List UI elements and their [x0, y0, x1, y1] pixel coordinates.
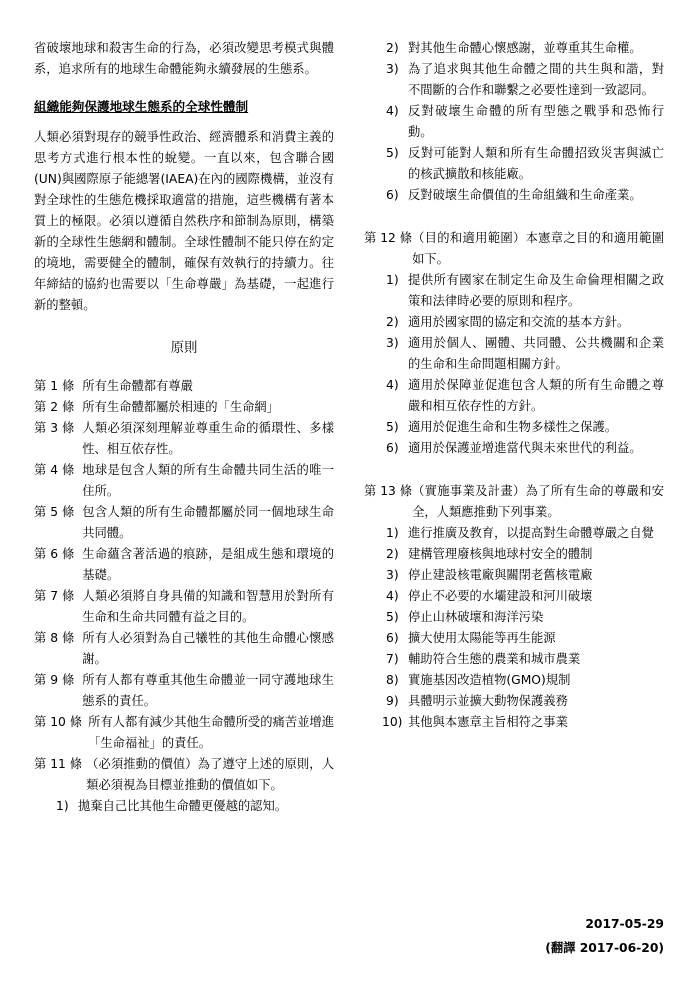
- article-label: 第 7 條: [34, 589, 75, 603]
- article-label: 第 12 條: [364, 231, 413, 245]
- article-row: [34, 460, 334, 502]
- list-item: [364, 375, 664, 417]
- list-item-text: 反對破壞生命體的所有型態之戰爭和恐怖行動。: [408, 104, 664, 139]
- list-item-text: 反對破壞生命價值的生命組織和生命產業。: [408, 188, 642, 202]
- list-item: [364, 438, 664, 459]
- article-text: 所有人必須對為自己犧牲的其他生命體心懷感謝。: [82, 631, 334, 666]
- document-footer: [545, 912, 664, 960]
- article-row: [34, 397, 334, 418]
- list-item-number: 6): [386, 188, 399, 202]
- list-item: [364, 670, 664, 691]
- article-row: [34, 754, 334, 796]
- list-item: [364, 417, 664, 438]
- list-item-number: 2): [386, 315, 399, 329]
- list-item: [34, 796, 334, 817]
- list-item-number: 1): [386, 526, 399, 540]
- list-item-number: 2): [386, 547, 399, 561]
- list-item-number: 6): [386, 441, 399, 455]
- list-item-number: 4): [386, 378, 399, 392]
- list-item: [364, 333, 664, 375]
- spacer: [34, 117, 334, 127]
- article-label: 第 10 條: [34, 715, 83, 729]
- list-item: [364, 38, 664, 59]
- article-row: [34, 502, 334, 544]
- list-item: [364, 607, 664, 628]
- article-text: 生命蘊含著活過的痕跡，是組成生態和環境的基礎。: [82, 547, 334, 582]
- list-item-number: 4): [386, 104, 399, 118]
- article-label: 第 6 條: [34, 547, 75, 561]
- list-item: [364, 59, 664, 101]
- article-label: 第 5 條: [34, 505, 75, 519]
- list-item-text: 實施基因改造植物(GMO)規制: [408, 673, 571, 687]
- list-item-number: 6): [386, 631, 399, 645]
- article-text: 地球是包含人類的所有生命體共同生活的唯一住所。: [82, 463, 334, 498]
- list-item: [364, 712, 664, 733]
- right-column: [364, 38, 664, 960]
- list-item-number: 5): [386, 420, 399, 434]
- article-row: [34, 418, 334, 460]
- article-label: 第 1 條: [34, 379, 75, 393]
- two-column-layout: [34, 38, 666, 960]
- list-item-number: 9): [386, 694, 399, 708]
- list-item-text: 建構管理廢核與地球村安全的體制: [408, 547, 593, 561]
- list-item-number: 7): [386, 652, 399, 666]
- list-item-number: 5): [386, 146, 399, 160]
- list-item-number: 8): [386, 673, 399, 687]
- list-item-text: 適用於個人、團體、共同體、公共機關和企業的生命和生命問題相關方針。: [408, 336, 664, 371]
- article-text: （目的和適用範圍）本憲章之目的和適用範圍如下。: [412, 231, 664, 266]
- spacer: [364, 206, 664, 228]
- list-item-text: 反對可能對人類和所有生命體招致災害與滅亡的核武擴散和核能廠。: [408, 146, 664, 181]
- list-item-text: 適用於促進生命和生物多樣性之保護。: [408, 420, 618, 434]
- list-item-number: 4): [386, 589, 399, 603]
- list-item: [364, 628, 664, 649]
- list-item: [364, 143, 664, 185]
- footer-translation-note: (翻譯 2017-06-20): [545, 941, 664, 955]
- section-paragraph: 人類必須對現存的競爭性政治、經濟體系和消費主義的思考方式進行根本性的蛻變。一直以來，包含聯合國(UN)與國際原子能總署(IAEA)在內的國際機構，並沒有對全球性的生態危機採取適當的措施，這些機構有著本質上的極限。必須以遵循自然秩序和節制為原則，構築新的全球性生態網和體制。全球性體制不能只停在約定的境地，需要健全的體制，確保有效執行的持續力。往年締結的協約也需要以「生命尊嚴」為基礎，一起進行新的整頓。: [34, 130, 334, 312]
- list-item: [364, 544, 664, 565]
- list-item-text: 其他與本憲章主旨相符之事業: [408, 715, 568, 729]
- list-item-number: 10): [382, 715, 403, 729]
- list-item-text: 輔助符合生態的農業和城市農業: [408, 652, 581, 666]
- list-item-text: 適用於保護並增進當代與未來世代的利益。: [408, 441, 642, 455]
- article-text: 人類必須將自身具備的知識和智慧用於對所有生命和生命共同體有益之目的。: [82, 589, 334, 624]
- list-item: [364, 523, 664, 544]
- list-item: [364, 101, 664, 143]
- list-item-number: 5): [386, 610, 399, 624]
- list-item: [364, 185, 664, 206]
- spacer: [364, 459, 664, 481]
- article-text: 所有人都有尊重其他生命體並一同守護地球生態系的責任。: [82, 673, 334, 708]
- list-item-text: 適用於國家間的協定和交流的基本方針。: [408, 315, 630, 329]
- list-item: [364, 565, 664, 586]
- list-item-text: 對其他生命體心懷感謝，並尊重其生命權。: [408, 41, 642, 55]
- list-item-text: 停止山林破壞和海洋污染: [408, 610, 544, 624]
- list-item-text: 為了追求與其他生命體之間的共生與和諧，對不間斷的合作和聯繫之必要性達到一致認同。: [408, 62, 664, 97]
- list-item-number: 1): [386, 273, 399, 287]
- list-item-text: 適用於保障並促進包含人類的所有生命體之尊嚴和相互依存性的方針。: [408, 378, 664, 413]
- article-row: [34, 628, 334, 670]
- article-text: 所有生命體都有尊嚴: [82, 379, 193, 393]
- article-label: 第 11 條: [34, 757, 83, 771]
- article-row: [34, 544, 334, 586]
- article-row: [34, 670, 334, 712]
- list-item: [364, 312, 664, 333]
- list-item-number: 3): [386, 336, 399, 350]
- left-column: [34, 38, 334, 960]
- principles-heading: 原則: [170, 341, 198, 356]
- spacer: [34, 360, 334, 376]
- article-label: 第 3 條: [34, 421, 75, 435]
- article-text: 包含人類的所有生命體都屬於同一個地球生命共同體。: [82, 505, 334, 540]
- article-row: [34, 712, 334, 754]
- article-12-heading: [364, 228, 664, 270]
- list-item: [364, 649, 664, 670]
- list-item-text: 提供所有國家在制定生命及生命倫理相關之政策和法律時必要的原則和程序。: [408, 273, 664, 308]
- article-text: （必須推動的價值）為了遵守上述的原則，人類必須視為目標並推動的價值如下。: [86, 757, 334, 792]
- list-item-text: 具體明示並擴大動物保護義務: [408, 694, 568, 708]
- list-item-number: 1): [56, 799, 69, 813]
- spacer: [34, 80, 334, 96]
- article-label: 第 4 條: [34, 463, 75, 477]
- article-row: [34, 586, 334, 628]
- list-item-number: 3): [386, 568, 399, 582]
- intro-paragraph: 省破壞地球和殺害生命的行為，必須改變思考模式與體系，追求所有的地球生命體能夠永續發展的生態系。: [34, 41, 334, 76]
- list-item: [364, 586, 664, 607]
- article-label: 第 9 條: [34, 673, 75, 687]
- article-text: （實施事業及計畫）為了所有生命的尊嚴和安全，人類應推動下列事業。: [412, 484, 664, 519]
- article-12-block: [364, 228, 664, 459]
- list-item-text: 停止不必要的水壩建設和河川破壞: [408, 589, 593, 603]
- list-item-text: 拋棄自己比其他生命體更優越的認知。: [78, 799, 288, 813]
- list-item-number: 3): [386, 62, 399, 76]
- article-label: 第 2 條: [34, 400, 75, 414]
- article-label: 第 8 條: [34, 631, 75, 645]
- list-item-number: 2): [386, 41, 399, 55]
- article-row: [34, 376, 334, 397]
- article-text: 所有生命體都屬於相連的「生命網」: [82, 400, 280, 414]
- list-item: [364, 691, 664, 712]
- article-text: 人類必須深刻理解並尊重生命的循環性、多樣性、相互依存性。: [82, 421, 334, 456]
- list-item-text: 擴大使用太陽能等再生能源: [408, 631, 556, 645]
- spacer: [34, 316, 334, 338]
- article-13-block: [364, 481, 664, 733]
- list-item-text: 進行推廣及教育，以提高對生命體尊嚴之自覺: [408, 526, 654, 540]
- list-item-text: 停止建設核電廠與關閉老舊核電廠: [408, 568, 593, 582]
- article-13-heading: [364, 481, 664, 523]
- footer-date: 2017-05-29: [585, 917, 664, 931]
- section-heading: 組織能夠保護地球生態系的全球性體制: [34, 99, 249, 114]
- article-text: 所有人都有減少其他生命體所受的痛苦並增進「生命福祉」的責任。: [88, 715, 335, 750]
- list-item: [364, 270, 664, 312]
- article-label: 第 13 條: [364, 484, 413, 498]
